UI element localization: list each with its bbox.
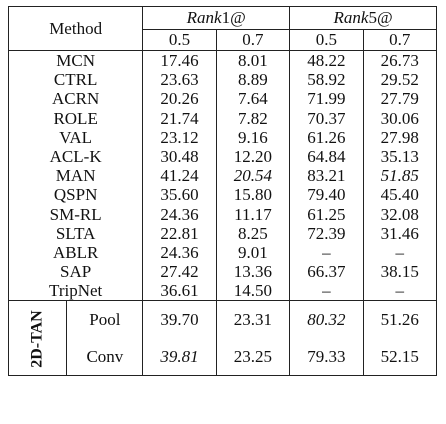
cell-second: 80.32 (290, 301, 363, 339)
cell: 22.81 (143, 224, 216, 243)
method-name: ROLE (53, 108, 98, 128)
method-name: MCN (9, 51, 143, 71)
cell: 51.26 (363, 301, 436, 339)
iou-header-r1-05: 0.5 (143, 30, 216, 51)
table-row (9, 243, 437, 262)
cell-best: 52.15 (363, 338, 436, 376)
method-name: SAP (60, 262, 92, 282)
cell-second: 39.81 (143, 338, 216, 376)
table-row (9, 262, 437, 281)
cell: 7.82 (216, 109, 289, 128)
cell: 29.52 (363, 70, 436, 89)
cell: – (290, 281, 363, 301)
cell: 48.22 (290, 51, 363, 71)
cell: 61.25 (290, 205, 363, 224)
results-table (8, 6, 437, 376)
cell: 45.40 (363, 185, 436, 204)
cell: 79.40 (290, 185, 363, 204)
cell: 14.50 (216, 281, 289, 301)
table-row (9, 89, 437, 108)
cell: 24.36 (143, 243, 216, 262)
iou-header-r5-05: 0.5 (290, 30, 363, 51)
table-row (9, 109, 437, 128)
cell: 9.16 (216, 128, 289, 147)
rank1-header-name: Rank (186, 8, 222, 27)
cell: 58.92 (290, 70, 363, 89)
cell: 61.26 (290, 128, 363, 147)
method-name: ABLR (52, 242, 99, 262)
table-row (9, 147, 437, 166)
table-row (9, 185, 437, 204)
tan-group-label (9, 301, 67, 376)
cell: 72.39 (290, 224, 363, 243)
cell: 71.99 (290, 89, 363, 108)
method-name: ACRN (52, 89, 100, 109)
cell: 36.61 (143, 281, 216, 301)
table-row (9, 70, 437, 89)
cell: 8.89 (216, 70, 289, 89)
table-row (9, 166, 437, 185)
rank5-header-suffix: 5@ (368, 8, 393, 27)
cell: 7.64 (216, 89, 289, 108)
cell: 39.70 (143, 301, 216, 339)
rank5-header (290, 7, 437, 30)
cell-best: 23.31 (216, 301, 289, 339)
cell: 21.74 (143, 109, 216, 128)
table-row (9, 301, 437, 339)
cell: 23.63 (143, 70, 216, 89)
cell: – (363, 281, 436, 301)
cell: 9.01 (216, 243, 289, 262)
cell: 27.98 (363, 128, 436, 147)
cell: 32.08 (363, 205, 436, 224)
method-name: ACL-K (49, 147, 102, 167)
cell: 8.25 (216, 224, 289, 243)
rank5-header-name: Rank (333, 8, 369, 27)
table-row (9, 281, 437, 301)
cell-best: 41.24 (143, 166, 216, 185)
cell: 23.25 (216, 338, 289, 376)
method-name: SLTA (55, 223, 96, 243)
cell: 15.80 (216, 185, 289, 204)
cell: 24.36 (143, 205, 216, 224)
cell-best: 83.21 (290, 166, 363, 185)
cell: 31.46 (363, 224, 436, 243)
cell: 70.37 (290, 109, 363, 128)
cell: 17.46 (143, 51, 216, 71)
cell: 13.36 (216, 262, 289, 281)
cell: 27.42 (143, 262, 216, 281)
method-name: TripNet (49, 281, 103, 301)
cell: 27.79 (363, 89, 436, 108)
cell-second: 51.85 (363, 166, 436, 185)
table-row (9, 338, 437, 376)
method-name: VAL (59, 127, 93, 147)
rank1-header-suffix: 1@ (221, 8, 246, 27)
method-name: SM-RL (49, 204, 102, 224)
method-name: CTRL (53, 70, 98, 90)
cell: – (363, 243, 436, 262)
cell: 79.33 (290, 338, 363, 376)
cell: – (290, 243, 363, 262)
cell: 11.17 (216, 205, 289, 224)
cell: 66.37 (290, 262, 363, 281)
method-name: Conv (67, 338, 143, 376)
cell: 23.12 (143, 128, 216, 147)
method-name: MAN (55, 166, 96, 186)
table-row (9, 224, 437, 243)
cell: 30.06 (363, 109, 436, 128)
cell: 35.60 (143, 185, 216, 204)
tan-group-label-text: 2D-TAN (28, 310, 46, 369)
cell: 35.13 (363, 147, 436, 166)
cell: 38.15 (363, 262, 436, 281)
method-header: Method (49, 18, 103, 38)
iou-header-r1-07: 0.7 (216, 30, 289, 51)
cell-second: 20.54 (216, 166, 289, 185)
table-row (9, 128, 437, 147)
table-row (9, 205, 437, 224)
method-name: QSPN (53, 185, 98, 205)
cell: 20.26 (143, 89, 216, 108)
table-row (9, 51, 437, 71)
method-name: Pool (67, 301, 143, 339)
cell: 30.48 (143, 147, 216, 166)
cell: 12.20 (216, 147, 289, 166)
cell: 26.73 (363, 51, 436, 71)
iou-header-r5-07: 0.7 (363, 30, 436, 51)
cell: 8.01 (216, 51, 289, 71)
cell: 64.84 (290, 147, 363, 166)
rank1-header (143, 7, 290, 30)
